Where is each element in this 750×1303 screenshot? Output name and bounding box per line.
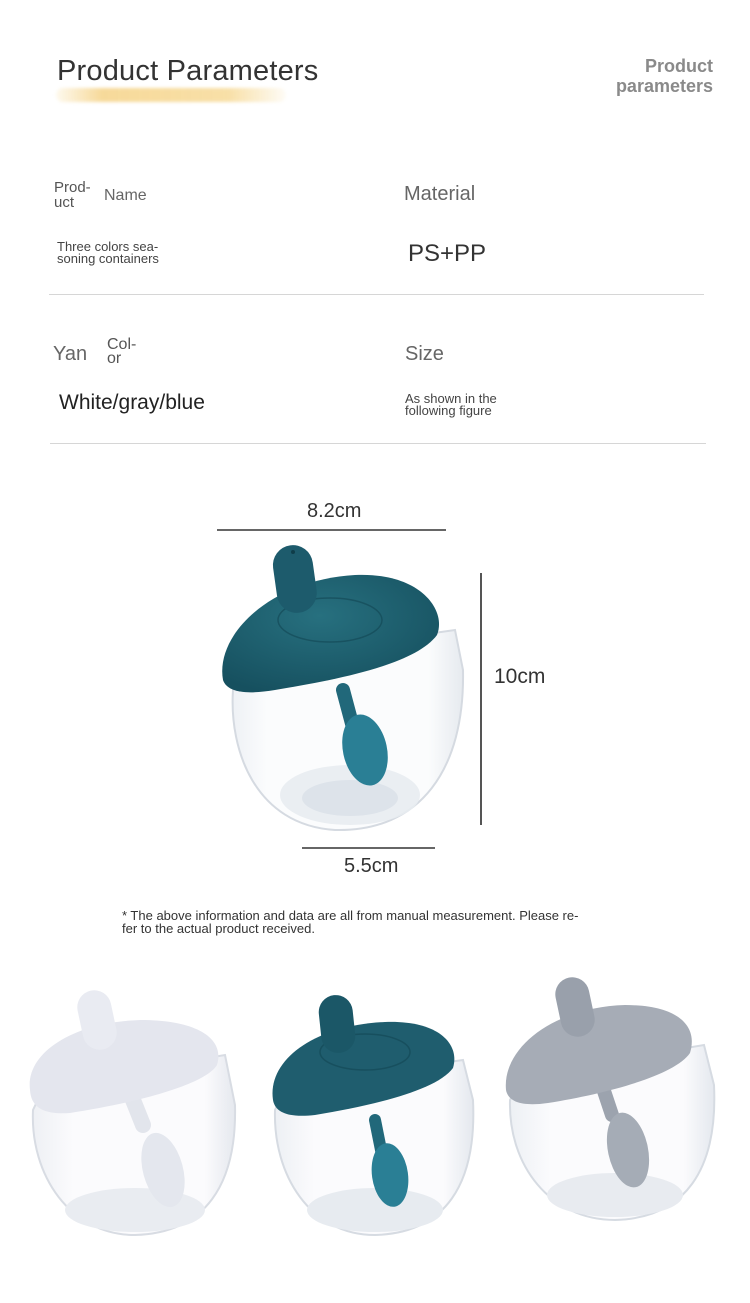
measurement-note-line2: fer to the actual product received. bbox=[122, 921, 315, 936]
corner-label-line2: parameters bbox=[615, 76, 713, 96]
size-label: Size bbox=[405, 343, 444, 365]
material-value: PS+PP bbox=[408, 240, 487, 267]
height-dimension-label: 10cm bbox=[494, 665, 546, 688]
width-dimension-line bbox=[217, 529, 446, 531]
color-label-part2 bbox=[107, 338, 136, 366]
blue-container-icon bbox=[215, 540, 470, 840]
product-name-value-line1: Three colors sea- bbox=[57, 239, 159, 254]
divider-1 bbox=[49, 294, 704, 295]
blue-variant-container-icon bbox=[265, 990, 485, 1240]
base-dimension-label: 5.5cm bbox=[344, 855, 399, 877]
color-label-line2: or bbox=[107, 350, 122, 367]
page-title: Product Parameters bbox=[57, 55, 319, 87]
corner-label-line1: Product bbox=[644, 56, 713, 76]
size-value-line1: As shown in the bbox=[405, 391, 497, 406]
product-name-label-part2: Name bbox=[104, 187, 147, 204]
product-name-label-line2: uct bbox=[54, 194, 75, 211]
product-name-label-part1 bbox=[54, 180, 91, 210]
size-value bbox=[405, 393, 497, 417]
product-name-label-line1: Prod- bbox=[54, 179, 91, 196]
product-name-value-line2: soning containers bbox=[57, 251, 159, 266]
title-highlight bbox=[56, 88, 286, 102]
material-label: Material bbox=[404, 183, 476, 205]
color-value: White/gray/blue bbox=[59, 391, 205, 414]
color-label-line1: Col- bbox=[107, 336, 137, 353]
product-name-value bbox=[57, 241, 159, 265]
gray-container-icon bbox=[500, 975, 725, 1225]
measurement-note-line1: * The above information and data are all from manual measurement. Please re- bbox=[122, 908, 579, 923]
measurement-note bbox=[122, 909, 642, 935]
divider-2 bbox=[50, 443, 706, 444]
corner-label bbox=[573, 56, 713, 96]
width-dimension-label: 8.2cm bbox=[307, 500, 362, 522]
color-label-part1: Yan bbox=[53, 343, 88, 365]
white-container-icon bbox=[25, 985, 245, 1245]
size-value-line2: following figure bbox=[405, 403, 492, 418]
height-dimension-line bbox=[480, 573, 482, 825]
base-dimension-line bbox=[302, 847, 435, 849]
